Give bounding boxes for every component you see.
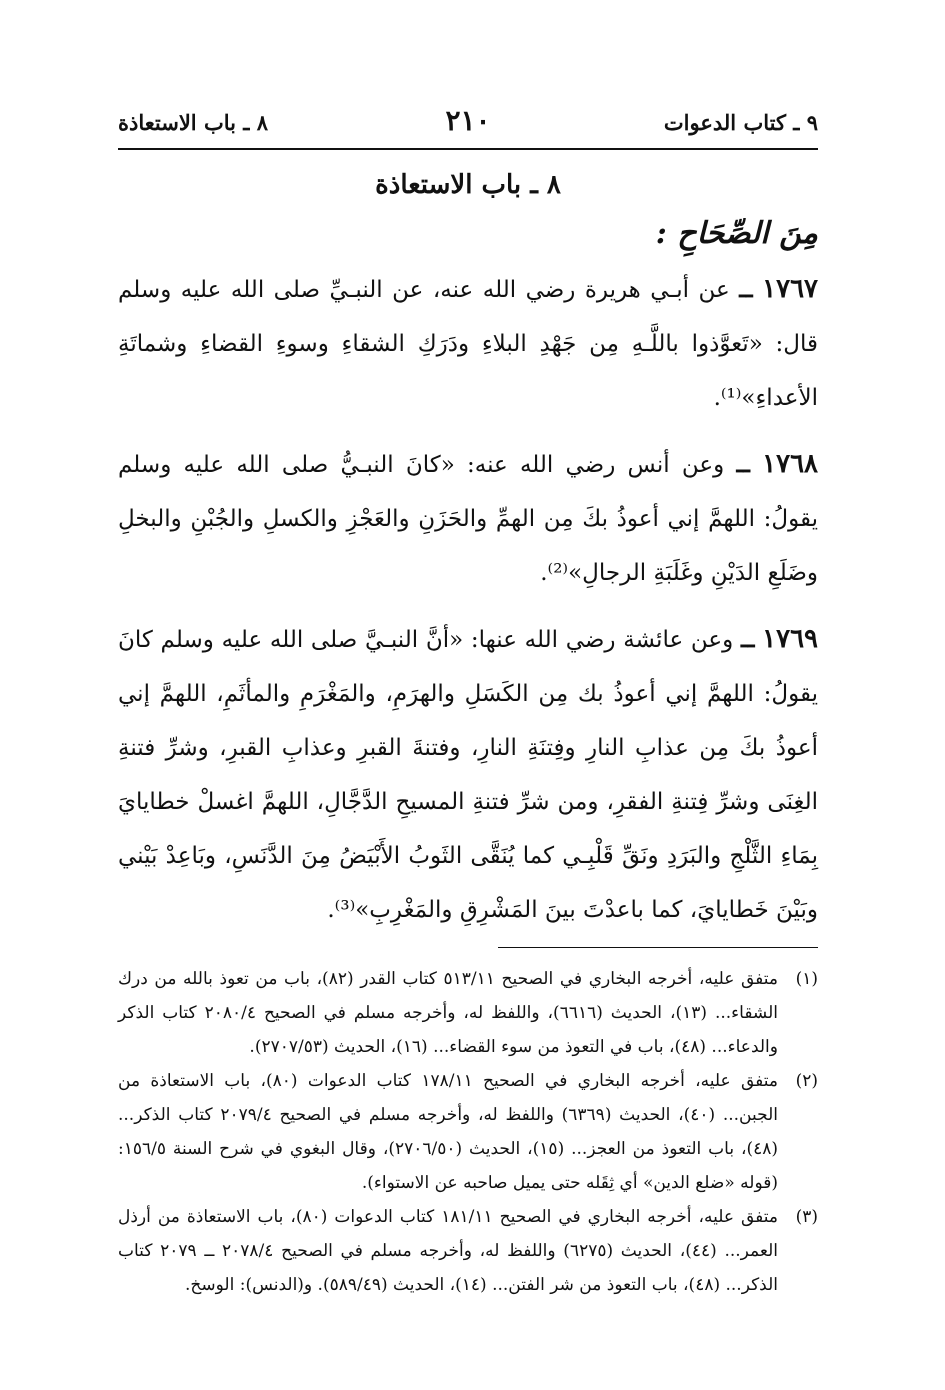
hadith-entry — [118, 262, 818, 425]
hadith-dash: ــ — [740, 626, 755, 653]
footnote-separator — [498, 947, 818, 948]
hadith-text: عن أبـي هريرة رضي الله عنه، عن النبـيِّ صلى الله عليه وسلم قال: «تَعوَّذوا باللَّـهِ مِن جَهْدِ البلاءِ ودَرَكِ الشقاءِ وسوءِ القضاءِ وشماتَةِ الأعداءِ»⁽¹⁾. — [118, 277, 818, 411]
footnote — [118, 1064, 818, 1200]
hadith-number: ١٧٦٧ — [762, 274, 819, 304]
chapter-title: ٨ ـ باب الاستعاذة — [375, 170, 561, 200]
hadith-entry — [118, 437, 818, 600]
hadith-dash: ــ — [736, 451, 750, 478]
footnote-number: (١) — [795, 969, 818, 989]
header-chapter-title: ٨ ـ باب الاستعاذة — [118, 110, 269, 135]
hadith-dash: ــ — [739, 276, 753, 303]
header-book-title: ٩ ـ كتاب الدعوات — [663, 110, 818, 135]
footnote — [118, 962, 818, 1064]
footnote-number: (٢) — [795, 1071, 818, 1091]
footnote-number: (٣) — [795, 1207, 818, 1227]
hadith-text: وعن أنس رضي الله عنه: «كانَ النبـيُّ صلى الله عليه وسلم يقولُ: اللهمَّ إني أعوذُ بكَ مِن الهمِّ والحَزَنِ والعَجْزِ والكسلِ والجُبْنِ والبخلِ وضَلَعِ الدَيْنِ وغَلَبَةِ الرجالِ»⁽²⁾. — [118, 452, 818, 586]
running-header — [118, 100, 818, 150]
page — [118, 100, 818, 1302]
footnote-text: متفق عليه، أخرجه البخاري في الصحيح ١٨١/١١ كتاب الدعوات (٨٠)، باب الاستعاذة من أرذل العمر... (٤٤)، الحديث (٦٢٧٥) واللفظ له، وأخرجه مسلم في الصحيح ٢٠٧٨/٤ ــ ٢٠٧٩ كتاب الذكر... (٤٨)، باب التعوذ من شر الفتن... (١٤)، الحديث (٥٨٩/٤٩). و(الدنس): الوسخ. — [118, 1207, 778, 1295]
footnotes — [118, 962, 818, 1302]
footnote-text: متفق عليه، أخرجه البخاري في الصحيح ١٧٨/١١ كتاب الدعوات (٨٠)، باب الاستعاذة من الجبن... (٤٠)، الحديث (٦٣٦٩) واللفظ له، وأخرجه مسلم في الصحيح ٢٠٧٩/٤ كتاب الذكر... (٤٨)، باب التعوذ من العجز... (١٥)، الحديث (٢٧٠٦/٥٠)، وقال البغوي في شرح السنة ١٥٦/٥: (قوله «ضلع الدين» أي ثِقَله حتى يميل صاحبه عن الاستواء). — [118, 1071, 778, 1193]
hadith-text: وعن عائشة رضي الله عنها: «أنَّ النبـيَّ صلى الله عليه وسلم كانَ يقولُ: اللهمَّ إني أعوذُ بك مِن الكَسَلِ والهرَمِ، والمَغْرَمِ والمأثَمِ، اللهمَّ إني أعوذُ بكَ مِن عذابِ النارِ وفِتنَةِ النارِ، وفتنةَ القبرِ وعذابِ القبرِ، وشرِّ فتنةِ الغِنَى وشرِّ فِتنةِ الفقرِ، ومن شرِّ فتنةِ المسيحِ الدَّجَّالِ، اللهمَّ اغسلْ خطايايَ بِمَاءِ الثَّلْجِ والبَرَدِ ونَقِّ قَلْبِـي كما يُنَقَّى الثَوبُ الأَبْيَضُ مِنَ الدَّنَسِ، وبَاعِدْ بَيْني وبَيْنَ خَطايايَ، كما باعدْتَ بينَ المَشْرِقِ والمَغْرِبِ»⁽³⁾. — [118, 627, 818, 923]
hadith-number: ١٧٦٩ — [762, 624, 819, 654]
hadith-entry — [118, 612, 818, 937]
hadith-number: ١٧٦٨ — [762, 449, 818, 479]
footnote — [118, 1200, 818, 1302]
footnote-text: متفق عليه، أخرجه البخاري في الصحيح ٥١٣/١١ كتاب القدر (٨٢)، باب من تعوذ بالله من درك الشقاء... (١٣)، الحديث (٦٦١٦)، واللفظ له، وأخرجه مسلم في الصحيح ٢٠٨٠/٤ كتاب الذكر والدعاء... (٤٨)، باب في التعوذ من سوء القضاء... (١٦)، الحديث (٢٧٠٧/٥٣). — [118, 969, 778, 1057]
page-number: ٢١٠ — [445, 104, 491, 137]
section-heading: مِنَ الصِّحَاحِ : — [655, 216, 818, 251]
